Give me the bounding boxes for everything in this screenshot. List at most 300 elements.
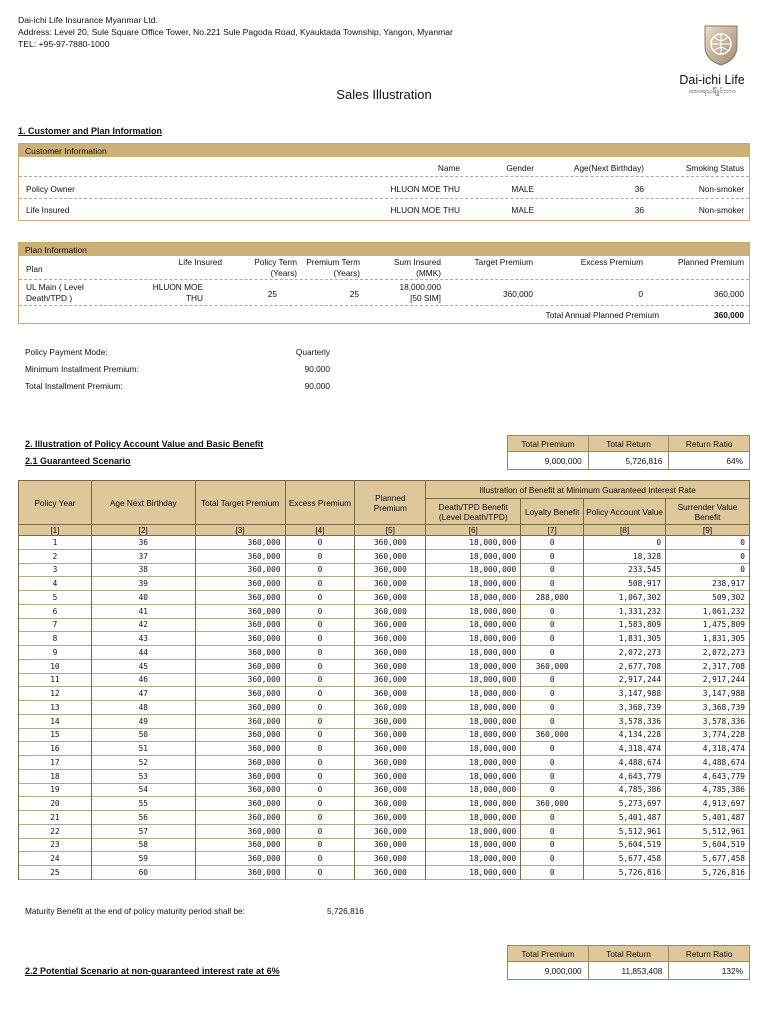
table-row: [19, 866, 750, 880]
total-installment-label: Total Installment Premium:: [25, 381, 123, 391]
cell-death-benefit: 18,000,000: [426, 742, 521, 756]
cell-policy-account-value: 1,583,809: [584, 618, 666, 632]
logo-subtitle: ထာဝရသင်္ချိုင်းဘဝ: [688, 88, 736, 95]
plan-premium-term: 25: [349, 289, 359, 299]
illustration-body: [19, 536, 750, 880]
cell-policy-account-value: 5,512,961: [584, 824, 666, 838]
cell-age-next-birthday: 41: [91, 604, 195, 618]
cell-planned-premium: 360,000: [355, 604, 426, 618]
cell-surrender-value: 1,475,809: [666, 618, 750, 632]
summary2-col-total-return: Total Return: [588, 946, 669, 962]
table-row: [19, 563, 750, 577]
cell-age-next-birthday: 36: [91, 536, 195, 550]
illustration-table: [18, 480, 750, 880]
cell-policy-year: 12: [19, 687, 92, 701]
cell-total-target-premium: 360,000: [195, 852, 285, 866]
company-logo: [670, 22, 754, 97]
cell-policy-account-value: 1,067,302: [584, 591, 666, 605]
section-2-heading: 2. Illustration of Policy Account Value and Basic Benefit: [25, 439, 264, 449]
cell-excess-premium: 0: [285, 797, 355, 811]
cell-excess-premium: 0: [285, 591, 355, 605]
cell-policy-account-value: 233,545: [584, 563, 666, 577]
cell-loyalty-benefit: 0: [521, 563, 584, 577]
cell-total-target-premium: 360,000: [195, 756, 285, 770]
cell-death-benefit: 18,000,000: [426, 824, 521, 838]
cell-surrender-value: 0: [666, 563, 750, 577]
table-row: [19, 728, 750, 742]
cell-policy-account-value: 2,072,273: [584, 646, 666, 660]
cell-surrender-value: 4,913,697: [666, 797, 750, 811]
cell-loyalty-benefit: 0: [521, 824, 584, 838]
cell-planned-premium: 360,000: [355, 618, 426, 632]
min-installment-label: Minimum Installment Premium:: [25, 364, 139, 374]
cell-death-benefit: 18,000,000: [426, 769, 521, 783]
cell-total-target-premium: 360,000: [195, 714, 285, 728]
hdr-policy-account-value: Policy Account Value: [584, 499, 666, 525]
cell-policy-year: 21: [19, 811, 92, 825]
summary1-return-ratio: 64%: [669, 452, 750, 470]
cell-total-target-premium: 360,000: [195, 563, 285, 577]
cell-excess-premium: 0: [285, 769, 355, 783]
cell-total-target-premium: 360,000: [195, 701, 285, 715]
cell-loyalty-benefit: 0: [521, 632, 584, 646]
customer-info-box: [18, 143, 750, 221]
cell-death-benefit: 18,000,000: [426, 797, 521, 811]
cell-planned-premium: 360,000: [355, 687, 426, 701]
cell-death-benefit: 18,000,000: [426, 866, 521, 880]
summary-col-total-return: Total Return: [588, 436, 669, 452]
table-row: [19, 646, 750, 660]
summary2-return-ratio: 132%: [669, 962, 750, 980]
col-planned-premium: Planned Premium: [678, 257, 744, 267]
life-insured-gender: MALE: [511, 205, 534, 215]
cell-policy-account-value: 508,917: [584, 577, 666, 591]
table-row: [19, 742, 750, 756]
index-cell: [5]: [355, 525, 426, 536]
index-cell: [6]: [426, 525, 521, 536]
cell-excess-premium: 0: [285, 701, 355, 715]
summary2-col-total-premium: Total Premium: [508, 946, 589, 962]
plan-info-header: Plan Information: [19, 243, 749, 256]
cell-policy-year: 25: [19, 866, 92, 880]
cell-excess-premium: 0: [285, 632, 355, 646]
life-insured-smoking: Non-smoker: [698, 205, 744, 215]
cell-age-next-birthday: 37: [91, 549, 195, 563]
cell-loyalty-benefit: 0: [521, 756, 584, 770]
cell-policy-account-value: 2,917,244: [584, 673, 666, 687]
policy-owner-name: HLUON MOE THU: [390, 184, 460, 194]
cell-total-target-premium: 360,000: [195, 838, 285, 852]
cell-total-target-premium: 360,000: [195, 673, 285, 687]
table-row: [19, 769, 750, 783]
cell-excess-premium: 0: [285, 577, 355, 591]
cell-policy-account-value: 18,328: [584, 549, 666, 563]
table-row: [19, 659, 750, 673]
cell-planned-premium: 360,000: [355, 563, 426, 577]
cell-policy-year: 14: [19, 714, 92, 728]
cell-policy-year: 5: [19, 591, 92, 605]
index-cell: [2]: [91, 525, 195, 536]
plan-excess-premium: 0: [638, 289, 643, 299]
page-title: Sales Illustration: [336, 87, 432, 102]
cell-policy-account-value: 1,331,232: [584, 604, 666, 618]
cell-policy-account-value: 4,785,386: [584, 783, 666, 797]
cell-policy-year: 11: [19, 673, 92, 687]
cell-planned-premium: 360,000: [355, 646, 426, 660]
cell-excess-premium: 0: [285, 714, 355, 728]
cell-loyalty-benefit: 288,000: [521, 591, 584, 605]
cell-planned-premium: 360,000: [355, 824, 426, 838]
cell-planned-premium: 360,000: [355, 783, 426, 797]
cell-total-target-premium: 360,000: [195, 769, 285, 783]
policy-owner-smoking: Non-smoker: [698, 184, 744, 194]
customer-info-header: Customer Information: [19, 144, 749, 157]
cell-death-benefit: 18,000,000: [426, 591, 521, 605]
cell-death-benefit: 18,000,000: [426, 563, 521, 577]
index-cell: [1]: [19, 525, 92, 536]
cell-loyalty-benefit: 0: [521, 549, 584, 563]
section-2-2-heading: 2.2 Potential Scenario at non-guaranteed interest rate at 6%: [25, 966, 280, 976]
cell-excess-premium: 0: [285, 728, 355, 742]
cell-total-target-premium: 360,000: [195, 797, 285, 811]
cell-loyalty-benefit: 0: [521, 701, 584, 715]
cell-surrender-value: 4,785,386: [666, 783, 750, 797]
cell-excess-premium: 0: [285, 673, 355, 687]
cell-loyalty-benefit: 0: [521, 742, 584, 756]
hdr-excess-premium: Excess Premium: [285, 481, 355, 525]
cell-age-next-birthday: 46: [91, 673, 195, 687]
policy-owner-age: 36: [634, 184, 644, 194]
hdr-total-target-premium: Total Target Premium: [195, 481, 285, 525]
col-sum-insured: Sum Insured (MMK): [393, 257, 441, 278]
cell-policy-year: 2: [19, 549, 92, 563]
maturity-label: Maturity Benefit at the end of policy maturity period shall be:: [25, 906, 245, 916]
cell-policy-account-value: 4,318,474: [584, 742, 666, 756]
cell-death-benefit: 18,000,000: [426, 714, 521, 728]
table-row: [19, 824, 750, 838]
cell-surrender-value: 238,917: [666, 577, 750, 591]
table-row: [19, 852, 750, 866]
cell-death-benefit: 18,000,000: [426, 632, 521, 646]
cell-policy-account-value: 5,604,519: [584, 838, 666, 852]
col-target-premium: Target Premium: [474, 257, 533, 267]
plan-sum-note: [50 SIM]: [410, 293, 441, 303]
table-row: [19, 632, 750, 646]
cell-loyalty-benefit: 0: [521, 604, 584, 618]
cell-age-next-birthday: 42: [91, 618, 195, 632]
cell-planned-premium: 360,000: [355, 866, 426, 880]
cell-death-benefit: 18,000,000: [426, 549, 521, 563]
cell-policy-year: 24: [19, 852, 92, 866]
cell-planned-premium: 360,000: [355, 714, 426, 728]
cell-excess-premium: 0: [285, 618, 355, 632]
cell-total-target-premium: 360,000: [195, 742, 285, 756]
cell-policy-year: 20: [19, 797, 92, 811]
cell-excess-premium: 0: [285, 783, 355, 797]
cell-age-next-birthday: 53: [91, 769, 195, 783]
cell-surrender-value: 509,302: [666, 591, 750, 605]
hdr-death-benefit: Death/TPD Benefit (Level Death/TPD): [426, 499, 521, 525]
hdr-benefit-group: Illustration of Benefit at Minimum Guaranteed Interest Rate: [426, 481, 750, 499]
col-smoking: Smoking Status: [685, 163, 744, 173]
cell-age-next-birthday: 45: [91, 659, 195, 673]
cell-policy-year: 10: [19, 659, 92, 673]
cell-surrender-value: 5,401,487: [666, 811, 750, 825]
cell-policy-account-value: 2,677,708: [584, 659, 666, 673]
hdr-loyalty-benefit: Loyalty Benefit: [521, 499, 584, 525]
cell-planned-premium: 360,000: [355, 701, 426, 715]
cell-surrender-value: 3,578,336: [666, 714, 750, 728]
cell-excess-premium: 0: [285, 824, 355, 838]
table-row: [19, 618, 750, 632]
table-row: [19, 687, 750, 701]
plan-sum-insured: 18,000,000: [399, 282, 441, 292]
cell-death-benefit: 18,000,000: [426, 838, 521, 852]
company-tel: TEL: +95-97-7880-1000: [18, 39, 110, 49]
cell-planned-premium: 360,000: [355, 797, 426, 811]
min-installment-value: 90,000: [304, 364, 330, 374]
cell-age-next-birthday: 39: [91, 577, 195, 591]
cell-planned-premium: 360,000: [355, 632, 426, 646]
cell-planned-premium: 360,000: [355, 756, 426, 770]
cell-surrender-value: 3,774,228: [666, 728, 750, 742]
cell-policy-account-value: 5,726,816: [584, 866, 666, 880]
section-1-heading: 1. Customer and Plan Information: [18, 126, 163, 136]
cell-surrender-value: 0: [666, 549, 750, 563]
cell-policy-year: 15: [19, 728, 92, 742]
cell-policy-account-value: 4,643,779: [584, 769, 666, 783]
cell-total-target-premium: 360,000: [195, 577, 285, 591]
cell-planned-premium: 360,000: [355, 769, 426, 783]
table-row: [19, 673, 750, 687]
cell-age-next-birthday: 59: [91, 852, 195, 866]
cell-death-benefit: 18,000,000: [426, 687, 521, 701]
summary1-total-premium: 9,000,000: [508, 452, 589, 470]
policy-owner-gender: MALE: [511, 184, 534, 194]
col-life-insured: Life Insured: [178, 257, 222, 267]
cell-death-benefit: 18,000,000: [426, 577, 521, 591]
table-row: [19, 811, 750, 825]
cell-policy-year: 18: [19, 769, 92, 783]
payment-mode-label: Policy Payment Mode:: [25, 347, 108, 357]
cell-planned-premium: 360,000: [355, 811, 426, 825]
cell-policy-year: 6: [19, 604, 92, 618]
summary1-total-return: 5,726,816: [588, 452, 669, 470]
index-cell: [7]: [521, 525, 584, 536]
cell-total-target-premium: 360,000: [195, 632, 285, 646]
row-life-insured-label: Life Insured: [26, 205, 70, 215]
col-name: Name: [437, 163, 460, 173]
cell-policy-year: 16: [19, 742, 92, 756]
summary-table-potential: [507, 945, 750, 980]
cell-surrender-value: 5,604,519: [666, 838, 750, 852]
cell-policy-account-value: 5,273,697: [584, 797, 666, 811]
table-row: [19, 604, 750, 618]
payment-mode-value: Quarterly: [295, 347, 330, 357]
cell-total-target-premium: 360,000: [195, 659, 285, 673]
table-row: [19, 701, 750, 715]
cell-surrender-value: 5,512,961: [666, 824, 750, 838]
cell-surrender-value: 4,488,674: [666, 756, 750, 770]
cell-age-next-birthday: 50: [91, 728, 195, 742]
index-cell: [4]: [285, 525, 355, 536]
cell-policy-year: 8: [19, 632, 92, 646]
cell-surrender-value: 3,147,988: [666, 687, 750, 701]
cell-total-target-premium: 360,000: [195, 728, 285, 742]
payment-info: [25, 347, 345, 398]
cell-surrender-value: 1,061,232: [666, 604, 750, 618]
cell-total-target-premium: 360,000: [195, 646, 285, 660]
cell-age-next-birthday: 51: [91, 742, 195, 756]
cell-total-target-premium: 360,000: [195, 866, 285, 880]
cell-policy-year: 19: [19, 783, 92, 797]
cell-policy-year: 3: [19, 563, 92, 577]
summary-col-total-premium: Total Premium: [508, 436, 589, 452]
cell-surrender-value: 4,318,474: [666, 742, 750, 756]
cell-age-next-birthday: 55: [91, 797, 195, 811]
cell-policy-account-value: 3,147,988: [584, 687, 666, 701]
cell-age-next-birthday: 56: [91, 811, 195, 825]
cell-loyalty-benefit: 0: [521, 687, 584, 701]
summary2-total-return: 11,853,408: [588, 962, 669, 980]
index-cell: [3]: [195, 525, 285, 536]
cell-loyalty-benefit: 0: [521, 618, 584, 632]
cell-planned-premium: 360,000: [355, 549, 426, 563]
cell-surrender-value: 4,643,779: [666, 769, 750, 783]
table-row: [19, 714, 750, 728]
cell-planned-premium: 360,000: [355, 728, 426, 742]
cell-age-next-birthday: 60: [91, 866, 195, 880]
shield-logo-icon: [701, 22, 741, 66]
company-name: Dai-ichi Life Insurance Myanmar Ltd.: [18, 15, 158, 25]
cell-planned-premium: 360,000: [355, 536, 426, 550]
cell-excess-premium: 0: [285, 549, 355, 563]
cell-excess-premium: 0: [285, 811, 355, 825]
cell-age-next-birthday: 54: [91, 783, 195, 797]
table-row: [19, 536, 750, 550]
cell-surrender-value: 1,831,305: [666, 632, 750, 646]
cell-policy-account-value: 0: [584, 536, 666, 550]
plan-life-insured: HLUON MOE THU: [152, 282, 203, 303]
table-row: [19, 756, 750, 770]
maturity-value: 5,726,816: [327, 906, 364, 916]
cell-excess-premium: 0: [285, 838, 355, 852]
cell-age-next-birthday: 58: [91, 838, 195, 852]
hdr-age-next-birthday: Age Next Birthday: [91, 481, 195, 525]
cell-policy-year: 23: [19, 838, 92, 852]
total-installment-value: 90,000: [304, 381, 330, 391]
cell-age-next-birthday: 48: [91, 701, 195, 715]
cell-excess-premium: 0: [285, 659, 355, 673]
cell-policy-account-value: 5,401,487: [584, 811, 666, 825]
company-info: [18, 14, 453, 50]
cell-policy-account-value: 4,488,674: [584, 756, 666, 770]
cell-excess-premium: 0: [285, 866, 355, 880]
cell-age-next-birthday: 49: [91, 714, 195, 728]
cell-surrender-value: 5,726,816: [666, 866, 750, 880]
cell-planned-premium: 360,000: [355, 577, 426, 591]
cell-planned-premium: 360,000: [355, 838, 426, 852]
index-row: [19, 525, 750, 536]
cell-death-benefit: 18,000,000: [426, 673, 521, 687]
table-row: [19, 797, 750, 811]
cell-age-next-birthday: 43: [91, 632, 195, 646]
cell-policy-account-value: 1,831,305: [584, 632, 666, 646]
cell-policy-year: 9: [19, 646, 92, 660]
cell-policy-year: 13: [19, 701, 92, 715]
cell-loyalty-benefit: 360,000: [521, 659, 584, 673]
cell-loyalty-benefit: 0: [521, 714, 584, 728]
cell-total-target-premium: 360,000: [195, 783, 285, 797]
cell-age-next-birthday: 40: [91, 591, 195, 605]
cell-age-next-birthday: 47: [91, 687, 195, 701]
cell-excess-premium: 0: [285, 852, 355, 866]
cell-total-target-premium: 360,000: [195, 536, 285, 550]
plan-policy-term: 25: [267, 289, 277, 299]
hdr-surrender-value: Surrender Value Benefit: [666, 499, 750, 525]
cell-excess-premium: 0: [285, 742, 355, 756]
cell-policy-account-value: 5,677,458: [584, 852, 666, 866]
cell-age-next-birthday: 38: [91, 563, 195, 577]
cell-total-target-premium: 360,000: [195, 824, 285, 838]
cell-death-benefit: 18,000,000: [426, 659, 521, 673]
summary-table-guaranteed: [507, 435, 750, 470]
cell-total-target-premium: 360,000: [195, 618, 285, 632]
col-policy-term: Policy Term (Years): [254, 257, 297, 278]
section-2-1-heading: 2.1 Guaranteed Scenario: [25, 456, 131, 466]
cell-planned-premium: 360,000: [355, 591, 426, 605]
row-policy-owner-label: Policy Owner: [26, 184, 75, 194]
logo-name: Dai-ichi Life: [679, 73, 745, 87]
cell-excess-premium: 0: [285, 536, 355, 550]
index-cell: [8]: [584, 525, 666, 536]
cell-excess-premium: 0: [285, 604, 355, 618]
cell-death-benefit: 18,000,000: [426, 536, 521, 550]
cell-death-benefit: 18,000,000: [426, 756, 521, 770]
cell-death-benefit: 18,000,000: [426, 701, 521, 715]
cell-policy-year: 1: [19, 536, 92, 550]
cell-policy-year: 17: [19, 756, 92, 770]
cell-loyalty-benefit: 0: [521, 646, 584, 660]
table-row: [19, 549, 750, 563]
cell-loyalty-benefit: 0: [521, 673, 584, 687]
table-row: [19, 783, 750, 797]
cell-loyalty-benefit: 0: [521, 577, 584, 591]
cell-loyalty-benefit: 360,000: [521, 728, 584, 742]
table-row: [19, 577, 750, 591]
cell-age-next-birthday: 44: [91, 646, 195, 660]
life-insured-age: 36: [634, 205, 644, 215]
col-excess-premium: Excess Premium: [580, 257, 643, 267]
summary-col-return-ratio: Return Ratio: [669, 436, 750, 452]
cell-surrender-value: 2,072,273: [666, 646, 750, 660]
cell-policy-year: 22: [19, 824, 92, 838]
cell-death-benefit: 18,000,000: [426, 852, 521, 866]
index-cell: [9]: [666, 525, 750, 536]
cell-surrender-value: 5,677,458: [666, 852, 750, 866]
plan-info-box: [18, 242, 750, 324]
cell-death-benefit: 18,000,000: [426, 618, 521, 632]
cell-loyalty-benefit: 0: [521, 866, 584, 880]
cell-death-benefit: 18,000,000: [426, 728, 521, 742]
cell-age-next-birthday: 52: [91, 756, 195, 770]
life-insured-name: HLUON MOE THU: [390, 205, 460, 215]
col-premium-term: Premium Term (Years): [306, 257, 360, 278]
company-address: Address: Level 20, Sule Square Office Tower, No.221 Sule Pagoda Road, Kyauktada Township, Yangon, Myanmar: [18, 27, 453, 37]
cell-policy-account-value: 3,368,739: [584, 701, 666, 715]
cell-loyalty-benefit: 0: [521, 852, 584, 866]
col-gender: Gender: [506, 163, 534, 173]
